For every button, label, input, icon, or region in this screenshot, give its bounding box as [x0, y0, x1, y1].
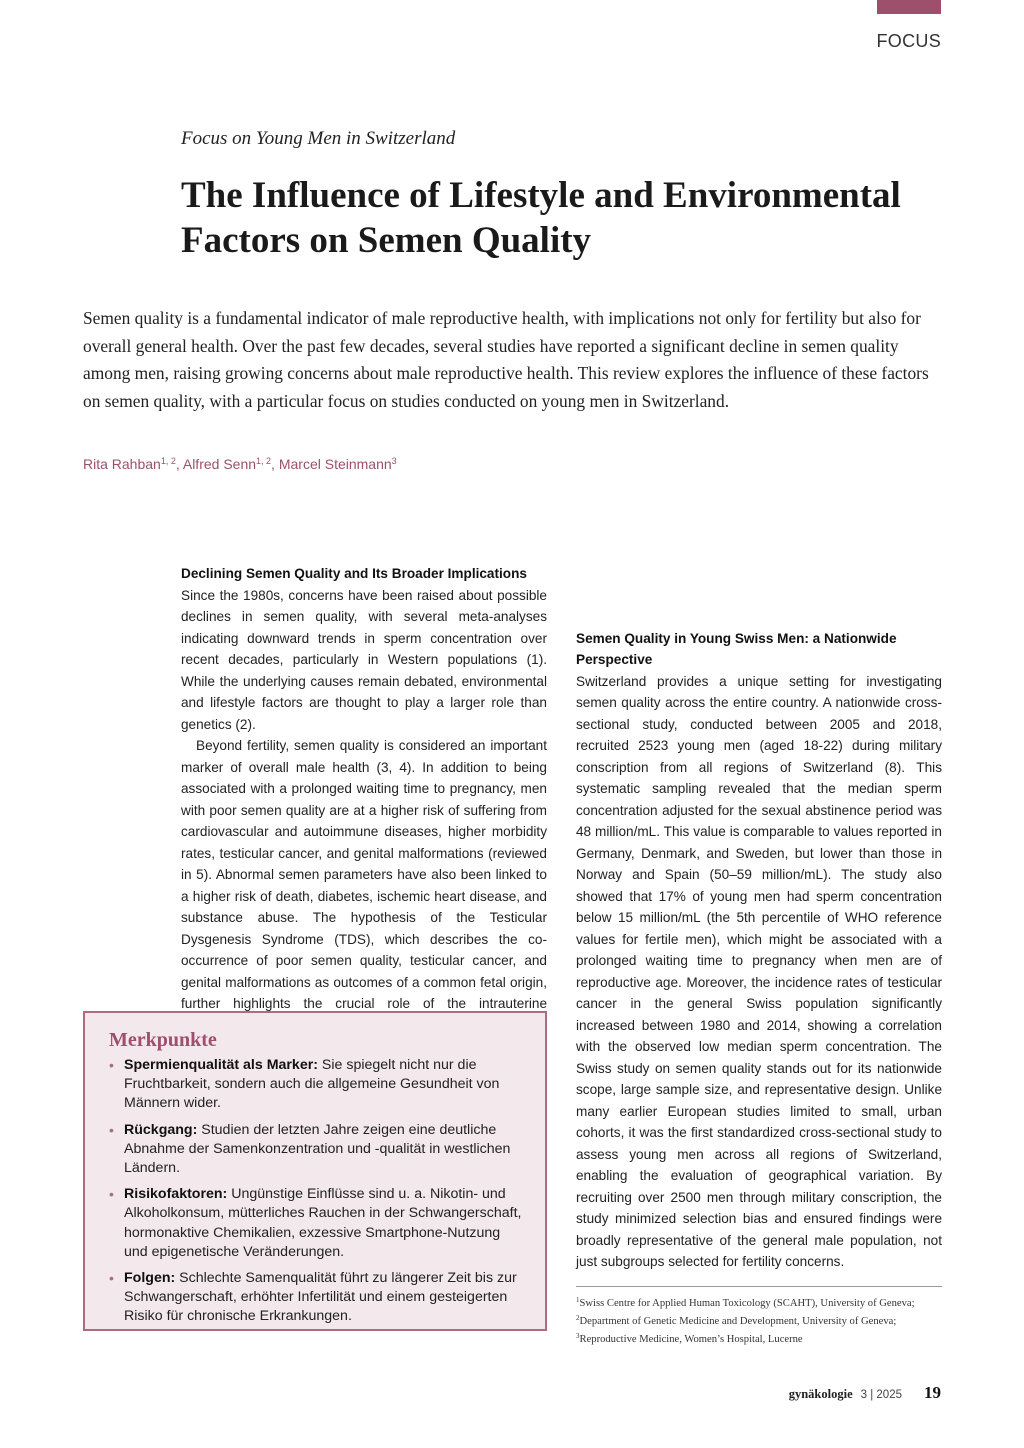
body-column-left [181, 563, 547, 1036]
affiliation-footnotes [576, 1286, 942, 1347]
issue-number: 3 | 2025 [860, 1389, 902, 1401]
bullet-icon: • [109, 1121, 114, 1138]
footnote: $^3$Reproductive Medicine, Women’s Hospital, Lucerne [576, 1332, 803, 1345]
article-lead: Semen quality is a fundamental indicator of male reproductive health, with implications not only for fertility but also for overall general health. Over the past few decades, several studies have reported a significant decline in semen quality among men, raising growing concerns about male reproductive health. This review explores the influence of these factors on semen quality, with a particular focus on studies conducted on young men in Switzerland. [83, 308, 929, 411]
author-list [83, 456, 397, 472]
keypoint-item: • Risikofaktoren: Ungünstige Einflüsse sind u. a. Nikotin- und Alkoholkonsum, mütterliches Rauchen in der Schwangerschaft, hormonaktive Chemikalien, exzessive Smartphone-Nutzung und epigenetische Veränderungen. [109, 1186, 522, 1260]
journal-name: gynäkologie [788, 1387, 853, 1401]
column-continuation-space [576, 563, 942, 606]
author: Rita Rahban$^{1, 2}$, [83, 456, 183, 472]
keypoint-item: • Rückgang: Studien der letzten Jahre zeigen eine deutliche Abnahme der Samenkonzentration und -qualität in westlichen Ländern. [109, 1121, 511, 1177]
keypoints-list [109, 1056, 523, 1327]
article-title: The Influence of Lifestyle and Environmental Factors on Semen Quality [181, 175, 901, 261]
bullet-icon: • [109, 1270, 114, 1287]
article-kicker: Focus on Young Men in Switzerland [181, 128, 456, 149]
keypoint-item: • Spermienqualität als Marker: Sie spiegelt nicht nur die Fruchtbarkeit, sondern auch die allgemeine Gesundheit von Männern wider. [109, 1057, 500, 1112]
page-folio [789, 1383, 941, 1403]
section-heading: Semen Quality in Young Swiss Men: a Nationwide Perspective [576, 630, 897, 667]
body-column-right [576, 563, 942, 1273]
section-heading: Declining Semen Quality and Its Broader Implications [181, 566, 527, 581]
bullet-icon: • [109, 1186, 114, 1203]
author: Alfred Senn$^{1, 2}$, [182, 456, 279, 472]
footnote: $^2$Department of Genetic Medicine and Development, University of Geneva; [576, 1314, 897, 1327]
author: Marcel Steinmann$^3$ [278, 456, 397, 472]
keypoints-box [83, 1011, 547, 1331]
keypoint-item: • Folgen: Schlechte Samenqualität führt zu längerer Zeit bis zur Schwangerschaft, erhöhter Infertilität und einem gesteigerten Risiko für chronische Erkrankungen. [109, 1270, 517, 1325]
section-color-bar [877, 0, 941, 14]
body-paragraph: Beyond fertility, semen quality is considered an important marker of overall male health (3, 4). In addition to being associated with a prolonged waiting time to pregnancy, men with poor semen quality are at a higher risk of suffering from cardiovascular and autoimmune diseases, higher morbidity rates, testicular cancer, and genital malformations (reviewed in 5). Abnormal semen parameters have also been linked to a higher risk of death, diabetes, ischemic heart disease, and substance abuse. The hypothesis of the Testicular Dysgenesis Syndrome (TDS), which describes the co-occurrence of poor semen quality, testicular cancer, and genital malformations as outcomes of a common fetal origin, further highlights the crucial role of the intrauterine [181, 738, 547, 1011]
section-label: FOCUS [876, 31, 941, 51]
footnote: $^1$Swiss Centre for Applied Human Toxicology (SCAHT), University of Geneva; [576, 1296, 915, 1309]
bullet-icon: • [109, 1057, 114, 1073]
body-paragraph: Switzerland provides a unique setting for investigating semen quality across the entire country. A nationwide cross-sectional study, conducted between 2005 and 2018, recruited 2523 young men (aged 18-22) during military conscription from all regions of Switzerland (8). This systematic sampling revealed that the median sperm concentration adjusted for the sexual abstinence period was 48 million/mL. This value is comparable to values reported in Germany, Denmark, and Sweden, but lower than those in Norway and Spain (50–59 million/mL). The study also showed that 17% of young men had sperm concentration below 15 million/mL (the 5th percentile of WHO reference values for fertile men), which might be associated with a prolonged waiting time to pregnancy when men are of reproductive age. Moreover, the incidence rates of testicular cancer in the general Swiss population significantly increased between 1980 and 2014, showing a correlation with the observed low median sperm concentration. The Swiss study on semen quality stands out for its nationwide scope, large sample size, and representative design. Unlike many earlier European studies limited to small, urban cohorts, it was the first standardized cross-sectional study to assess young men across all regions of Switzerland, enabling the evaluation of geographical variation. By recruiting over 2500 men through military conscription, the study minimized selection bias and ensured findings were broadly representative of the general male population, not just subgroups selected for fertility concerns. [576, 673, 942, 1269]
page-number: 19 [924, 1383, 941, 1402]
keypoints-title: Merkpunkte [109, 1029, 217, 1051]
spacer [576, 606, 942, 628]
body-paragraph: Since the 1980s, concerns have been raised about possible declines in semen quality, with several meta-analyses indicating downward trends in sperm concentration over recent decades, particularly in Western populations (1). While the underlying causes remain debated, environmental and lifestyle factors are thought to play a larger role than genetics (2). [181, 587, 547, 732]
